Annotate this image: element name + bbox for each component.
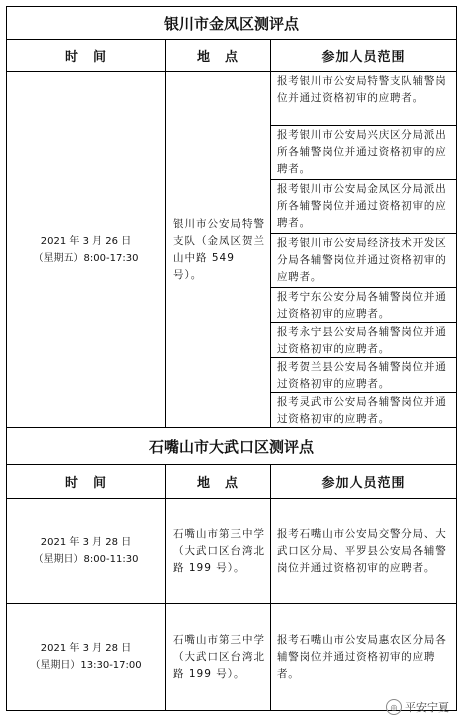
scope-cell (271, 499, 456, 603)
scope-item: 报考灵武市公安局各辅警岗位并通过资格初审的应聘者。 (277, 396, 447, 425)
scope-item: 报考银川市公安局金凤区分局派出所各辅警岗位并通过资格初审的应聘者。 (271, 180, 456, 234)
watermark-text: 平安宁夏 (405, 701, 449, 714)
schedule-table (6, 6, 457, 711)
header-time: 时 间 (7, 40, 166, 71)
scope-item: 报考银川市公安局特警支队辅警岗位并通过资格初审的应聘者。 (271, 72, 456, 126)
watermark (386, 699, 449, 715)
scope-item: 报考银川市公安局经济技术开发区分局各辅警岗位并通过资格初审的应聘者。 (271, 234, 456, 288)
header-place: 地 点 (166, 40, 271, 71)
time-range-text: （星期五）8:00-17:30 (33, 252, 139, 264)
place-cell: 石嘴山市第三中学（大武口区台湾北路 199 号）。 (166, 604, 271, 710)
date-text: 2021 年 3 月 28 日 (40, 537, 132, 548)
table-row (6, 603, 457, 711)
scope-item: 报考贺兰县公安局各辅警岗位并通过资格初审的应聘者。 (271, 358, 456, 393)
time-cell (7, 499, 166, 603)
section-title-shizuishan: 石嘴山市大武口区测评点 (6, 427, 457, 464)
scope-item: 报考银川市公安局兴庆区分局派出所各辅警岗位并通过资格初审的应聘者。 (271, 126, 456, 180)
wechat-icon: ◎ (386, 699, 402, 715)
scope-cell (271, 604, 456, 710)
table-header (6, 464, 457, 498)
header-time: 时 间 (7, 465, 166, 498)
table-row (6, 71, 457, 427)
scope-item: 报考永宁县公安局各辅警岗位并通过资格初审的应聘者。 (271, 323, 456, 358)
time-range-text: （星期日）8:00-11:30 (33, 554, 139, 565)
scope-cell (271, 72, 456, 427)
section-title-yinchuan: 银川市金凤区测评点 (6, 6, 457, 39)
header-scope: 参加人员范围 (321, 476, 406, 491)
table-row (6, 498, 457, 603)
place-cell: 银川市公安局特警支队（金凤区贺兰山中路 549 号）。 (166, 72, 271, 427)
scope-item: 报考石嘴山市公安局惠农区分局各辅警岗位并通过资格初审的应聘者。 (277, 633, 447, 680)
scope-item: 报考石嘴山市公安局交警分局、大武口区分局、平罗县公安局各辅警岗位并通过资格初审的应聘者。 (277, 527, 447, 574)
time-range-text: （星期日）13:30-17:00 (30, 660, 142, 671)
table-header (6, 39, 457, 71)
time-cell (7, 604, 166, 710)
header-scope: 参加人员范围 (321, 50, 406, 65)
header-place: 地 点 (166, 465, 271, 498)
place-cell: 石嘴山市第三中学（大武口区台湾北路 199 号）。 (166, 499, 271, 603)
scope-item: 报考宁东公安分局各辅警岗位并通过资格初审的应聘者。 (271, 288, 456, 323)
date-text: 2021 年 3 月 26 日 (40, 235, 132, 247)
time-cell (7, 72, 166, 427)
date-text: 2021 年 3 月 28 日 (40, 643, 132, 654)
